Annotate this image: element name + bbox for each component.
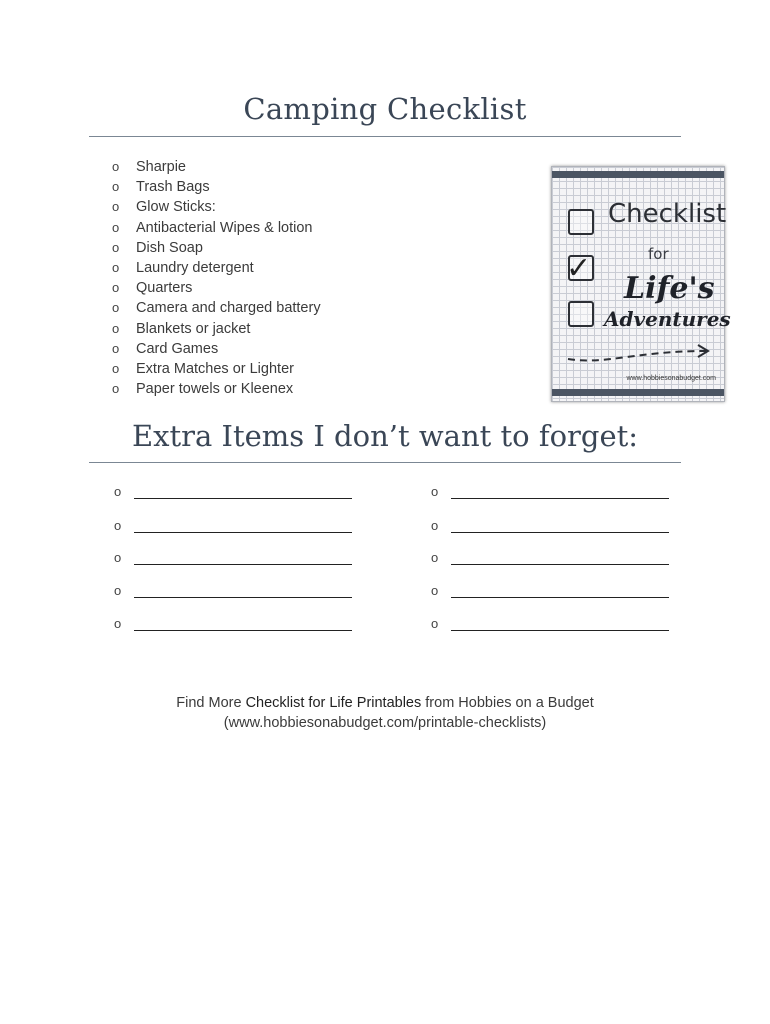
bullet-icon: o xyxy=(112,280,120,296)
extra-items-heading: Extra Items I don’t want to forget: xyxy=(131,419,639,453)
bullet-icon: o xyxy=(431,518,439,533)
footer-suffix: from Hobbies on a Budget xyxy=(421,695,594,711)
bullet-icon: o xyxy=(112,360,120,376)
fill-in-line[interactable] xyxy=(451,630,669,639)
bullet-icon: o xyxy=(112,300,120,316)
checklist-item xyxy=(112,220,321,240)
bullet-icon: o xyxy=(112,219,120,235)
bullet-icon: o xyxy=(112,179,120,195)
checklist-item xyxy=(112,341,321,361)
checklist-item xyxy=(112,199,321,219)
checklist-for-lifes-adventures-graphic xyxy=(551,166,731,402)
bullet-icon: o xyxy=(431,583,439,598)
bullet-icon: o xyxy=(112,239,120,255)
checkbox-empty-icon xyxy=(568,209,594,235)
checklist-item-label: Camera and charged battery xyxy=(136,300,321,317)
checklist-item xyxy=(112,280,321,300)
checklist-item xyxy=(112,159,321,179)
extra-divider xyxy=(89,462,681,463)
fill-in-line[interactable] xyxy=(134,532,352,541)
camping-checklist xyxy=(112,159,321,401)
checklist-item xyxy=(112,361,321,381)
checklist-item-label: Trash Bags xyxy=(136,179,210,196)
badge-lifes-text: Life's xyxy=(624,271,715,306)
checklist-item-label: Antibacterial Wipes & lotion xyxy=(136,219,313,236)
checklist-item-label: Card Games xyxy=(136,340,219,357)
checklist-item-label: Quarters xyxy=(136,280,193,297)
title-divider xyxy=(89,136,681,137)
footer-prefix: Find More xyxy=(176,695,246,711)
checklist-item xyxy=(112,179,321,199)
badge-adventures-text: Adventures xyxy=(604,307,731,331)
bullet-icon: o xyxy=(112,259,120,275)
checklist-item-label: Sharpie xyxy=(136,159,186,175)
badge-for-text: for xyxy=(648,245,669,263)
badge-bottom-stripe xyxy=(552,389,724,396)
checklist-item-label: Paper towels or Kleenex xyxy=(136,381,294,398)
bullet-icon: o xyxy=(431,550,439,565)
badge-title: Checklist xyxy=(608,199,727,229)
fill-in-line[interactable] xyxy=(451,532,669,541)
checklist-item-label: Laundry detergent xyxy=(136,259,254,276)
bullet-icon: o xyxy=(431,484,439,499)
bullet-icon: o xyxy=(114,484,122,499)
checklist-item xyxy=(112,240,321,260)
fill-in-line[interactable] xyxy=(134,630,352,639)
checklist-item xyxy=(112,260,321,280)
fill-in-line[interactable] xyxy=(451,597,669,606)
checklist-item-label: Glow Sticks: xyxy=(136,199,216,216)
checklist-item-label: Blankets or jacket xyxy=(136,320,251,337)
bullet-icon: o xyxy=(112,320,120,336)
bullet-icon: o xyxy=(114,550,122,565)
bullet-icon: o xyxy=(114,583,122,598)
footer-url[interactable]: (www.hobbiesonabudget.com/printable-checklists) xyxy=(223,715,547,731)
footer xyxy=(0,693,770,733)
checkmark-icon: ✓ xyxy=(566,251,592,286)
bullet-icon: o xyxy=(112,340,120,356)
fill-in-line[interactable] xyxy=(451,498,669,507)
checklist-item xyxy=(112,381,321,401)
bullet-icon: o xyxy=(112,199,120,215)
checklist-item xyxy=(112,321,321,341)
fill-in-line[interactable] xyxy=(451,564,669,573)
page-title: Camping Checklist xyxy=(243,92,527,126)
dashed-arrow-icon xyxy=(566,343,714,365)
fill-in-line[interactable] xyxy=(134,564,352,573)
badge-top-stripe xyxy=(552,171,724,178)
fill-in-line[interactable] xyxy=(134,597,352,606)
footer-line-1 xyxy=(0,693,770,713)
checklist-item xyxy=(112,300,321,320)
fill-in-line[interactable] xyxy=(134,498,352,507)
checklist-item-label: Dish Soap xyxy=(136,239,203,256)
bullet-icon: o xyxy=(112,159,120,174)
printables-link[interactable]: Checklist for Life Printables xyxy=(245,695,422,711)
checkbox-empty-icon xyxy=(568,301,594,327)
bullet-icon: o xyxy=(114,518,122,533)
bullet-icon: o xyxy=(114,616,122,631)
bullet-icon: o xyxy=(112,381,120,397)
bullet-icon: o xyxy=(431,616,439,631)
checklist-item-label: Extra Matches or Lighter xyxy=(136,360,294,377)
badge-url: www.hobbiesonabudget.com xyxy=(626,375,716,382)
